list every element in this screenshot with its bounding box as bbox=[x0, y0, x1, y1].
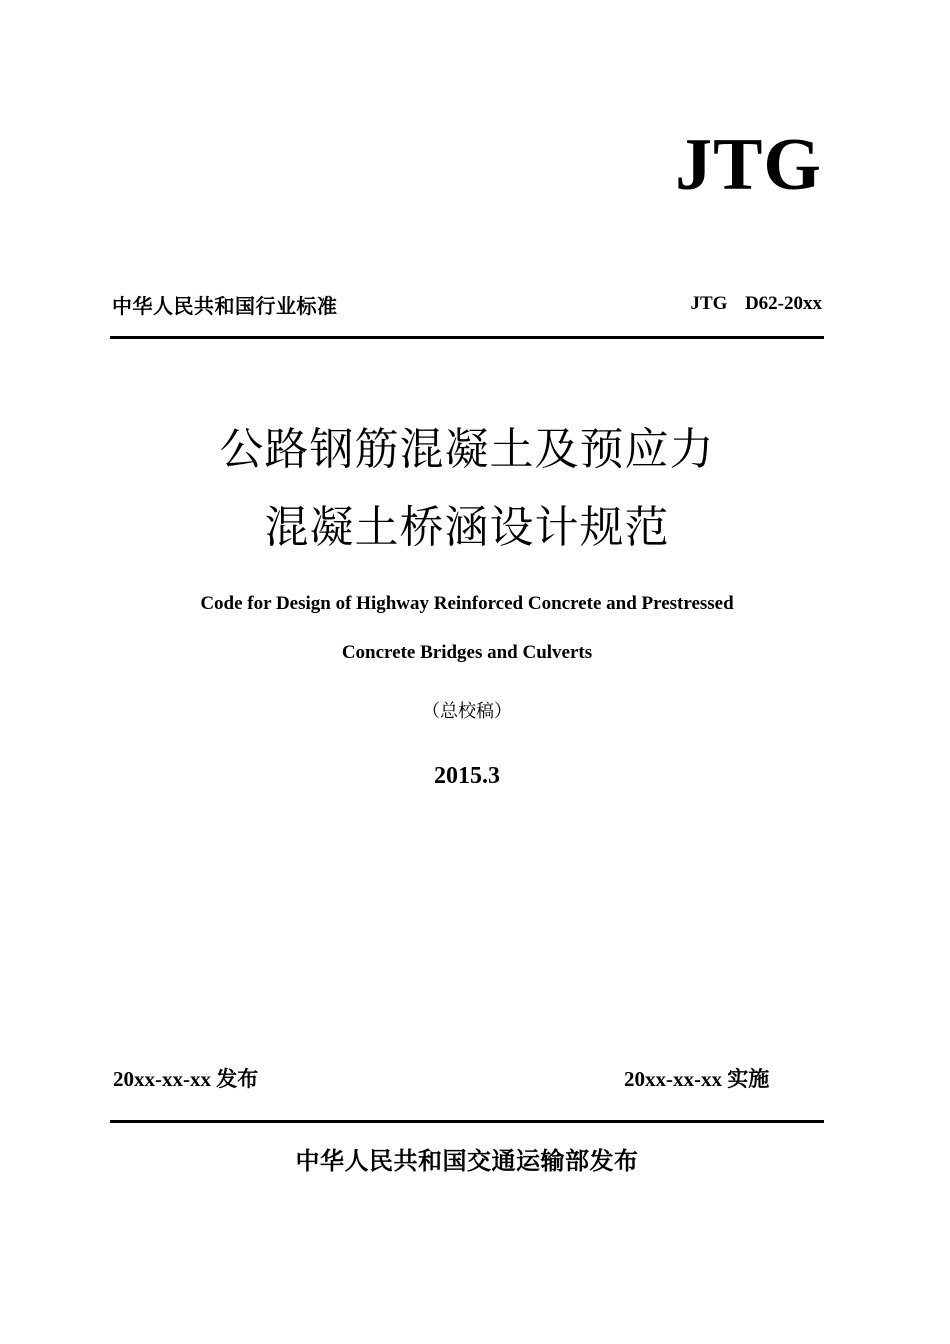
industry-standard-label: 中华人民共和国行业标准 bbox=[112, 294, 338, 318]
bottom-divider bbox=[110, 1120, 824, 1123]
publish-label: 发布 bbox=[216, 1067, 259, 1091]
publish-date-line bbox=[113, 1069, 258, 1090]
draft-note: （总校稿） bbox=[422, 701, 512, 722]
draft-date: 2015.3 bbox=[434, 763, 500, 789]
standard-code: JTG D62-20xx bbox=[690, 293, 822, 314]
implement-date-line bbox=[624, 1069, 769, 1090]
implement-label: 实施 bbox=[727, 1067, 770, 1091]
top-divider bbox=[110, 336, 824, 339]
issuing-authority: 中华人民共和国交通运输部发布 bbox=[295, 1147, 639, 1175]
title-cn-line2: 混凝土桥涵设计规范 bbox=[264, 502, 670, 553]
title-cn-line1: 公路钢筋混凝土及预应力 bbox=[219, 424, 715, 475]
title-en-line1: Code for Design of Highway Reinforced Concrete and Prestressed bbox=[200, 593, 734, 614]
publish-date: 20xx-xx-xx bbox=[113, 1067, 211, 1091]
jtg-logo: JTG bbox=[675, 124, 822, 206]
title-en-line2: Concrete Bridges and Culverts bbox=[341, 642, 593, 663]
implement-date: 20xx-xx-xx bbox=[624, 1067, 722, 1091]
